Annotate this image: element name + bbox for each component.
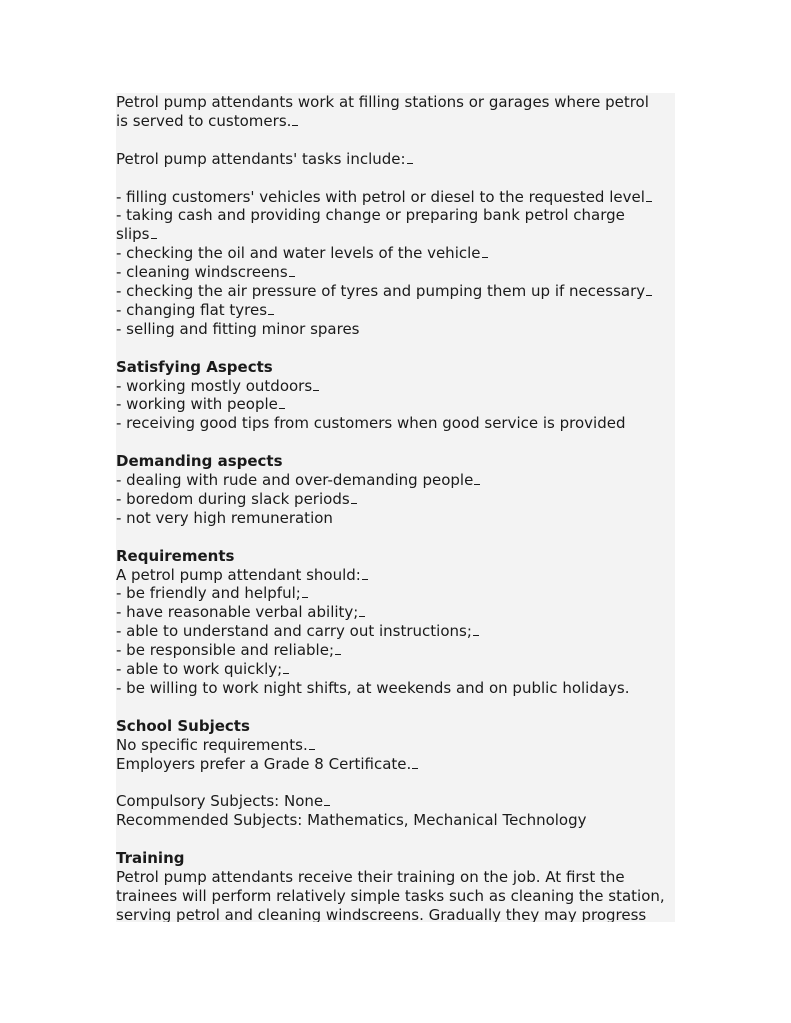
line-end-mark	[313, 390, 319, 391]
list-item	[116, 471, 675, 490]
requirement-item: - be willing to work night shifts, at weekends and on public holidays.	[116, 679, 630, 698]
line-end-mark	[412, 768, 418, 769]
list-item	[116, 188, 675, 207]
intro-line-2: is served to customers.	[116, 111, 292, 130]
list-item	[116, 490, 675, 509]
training-line-1: Petrol pump attendants receive their training on the job. At first the	[116, 868, 625, 887]
line-end-mark	[324, 805, 330, 806]
tasks-intro: Petrol pump attendants' tasks include:	[116, 149, 406, 168]
school-line-1: No specific requirements.	[116, 735, 308, 754]
requirement-item: - able to understand and carry out instructions;	[116, 622, 472, 641]
document-body	[116, 93, 675, 922]
task-item: - checking the air pressure of tyres and pumping them up if necessary	[116, 282, 646, 301]
list-item	[116, 320, 675, 339]
satisfying-item: - receiving good tips from customers when good service is provided	[116, 414, 626, 433]
line-end-mark	[283, 673, 289, 674]
line-end-mark	[289, 276, 295, 277]
list-item	[116, 206, 675, 225]
list-item	[116, 679, 675, 698]
task-item: - taking cash and providing change or preparing bank petrol charge	[116, 206, 625, 225]
demanding-item: - boredom during slack periods	[116, 489, 350, 508]
section-heading-satisfying: Satisfying Aspects	[116, 357, 273, 376]
list-item	[116, 414, 675, 433]
task-item: slips	[116, 225, 150, 244]
list-item	[116, 282, 675, 301]
requirement-item: - be responsible and reliable;	[116, 641, 335, 660]
demanding-item: - not very high remuneration	[116, 508, 333, 527]
line-end-mark	[362, 579, 368, 580]
list-item	[116, 395, 675, 414]
requirement-item: - have reasonable verbal ability;	[116, 603, 359, 622]
line-end-mark	[279, 408, 285, 409]
section-heading-demanding: Demanding aspects	[116, 452, 283, 471]
tasks-intro-wrap	[116, 150, 675, 169]
list-item	[116, 622, 675, 641]
compulsory-subjects: Compulsory Subjects: None	[116, 792, 324, 811]
line-end-mark	[359, 616, 365, 617]
school-line-1-wrap	[116, 736, 675, 755]
line-end-mark	[309, 749, 315, 750]
requirement-item: - able to work quickly;	[116, 660, 283, 679]
list-item	[116, 263, 675, 282]
line-end-mark	[268, 314, 274, 315]
line-end-mark	[474, 484, 480, 485]
line-end-mark	[482, 257, 488, 258]
requirements-intro: A petrol pump attendant should:	[116, 565, 361, 584]
task-item: - filling customers' vehicles with petrol or diesel to the requested level	[116, 187, 645, 206]
task-item: - changing flat tyres	[116, 300, 268, 319]
list-item	[116, 509, 675, 528]
school-line-2-wrap	[116, 755, 675, 774]
section-heading-school: School Subjects	[116, 716, 250, 735]
satisfying-item: - working mostly outdoors	[116, 376, 313, 395]
section-heading-requirements: Requirements	[116, 546, 235, 565]
list-item	[116, 584, 675, 603]
training-line-3: serving petrol and cleaning windscreens. Gradually they may progress	[116, 905, 647, 922]
requirement-item: - be friendly and helpful;	[116, 584, 301, 603]
section-heading-training: Training	[116, 849, 185, 868]
list-item	[116, 301, 675, 320]
task-item: - selling and fitting minor spares	[116, 319, 360, 338]
list-item	[116, 225, 675, 244]
task-item: - checking the oil and water levels of the vehicle	[116, 244, 481, 263]
satisfying-item: - working with people	[116, 395, 278, 414]
line-end-mark	[646, 295, 652, 296]
list-item	[116, 641, 675, 660]
line-end-mark	[335, 654, 341, 655]
intro-line-2-wrap	[116, 112, 675, 131]
line-end-mark	[302, 597, 308, 598]
school-line-2: Employers prefer a Grade 8 Certificate.	[116, 754, 412, 773]
line-end-mark	[407, 163, 413, 164]
list-item	[116, 244, 675, 263]
compulsory-subjects-wrap	[116, 792, 675, 811]
line-end-mark	[351, 503, 357, 504]
line-end-mark	[473, 635, 479, 636]
intro-line-1: Petrol pump attendants work at filling stations or garages where petrol	[116, 93, 649, 111]
requirements-intro-wrap	[116, 566, 675, 585]
list-item	[116, 660, 675, 679]
task-item: - cleaning windscreens	[116, 263, 288, 282]
demanding-item: - dealing with rude and over-demanding people	[116, 471, 474, 490]
line-end-mark	[151, 238, 157, 239]
list-item	[116, 377, 675, 396]
training-line-2: trainees will perform relatively simple tasks such as cleaning the station,	[116, 886, 665, 905]
list-item	[116, 603, 675, 622]
recommended-subjects: Recommended Subjects: Mathematics, Mechanical Technology	[116, 811, 587, 830]
line-end-mark	[292, 125, 298, 126]
line-end-mark	[646, 201, 652, 202]
